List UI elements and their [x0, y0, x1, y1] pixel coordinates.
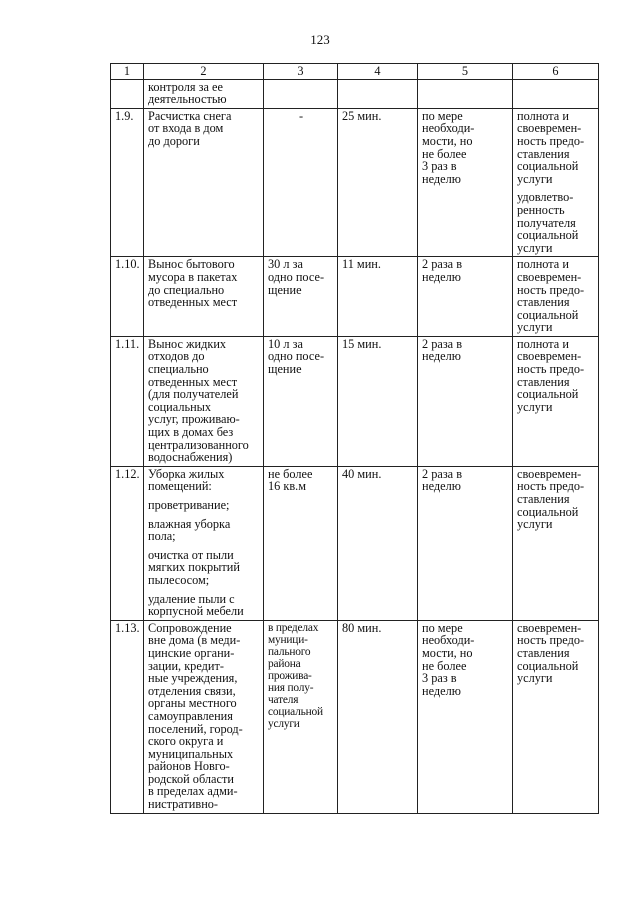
line: ренность [517, 202, 565, 217]
line: услуги [517, 240, 553, 255]
line: ность предо- [517, 633, 585, 648]
frequency-cell [418, 336, 513, 466]
line: (для получателей [148, 387, 239, 402]
service-paragraph [148, 549, 260, 587]
line: в пределах [268, 621, 319, 634]
line: щение [268, 282, 302, 297]
line: пального [268, 645, 311, 658]
line: Уборка жилых [148, 466, 225, 481]
line: социальной [268, 705, 323, 718]
service-name-cell [144, 620, 264, 813]
line: отходов до [148, 349, 205, 364]
line: чателя [268, 693, 299, 706]
line: неделю [422, 479, 461, 494]
frequency-cell [418, 620, 513, 813]
line: услуги [517, 671, 553, 686]
column-header-1: 1 [111, 64, 144, 80]
volume-cell [264, 466, 338, 620]
service-name-cell [144, 257, 264, 337]
line: ставления [517, 492, 570, 506]
line: неделю [422, 269, 461, 284]
line: отведенных мест [148, 295, 238, 310]
line: 3 раз в [422, 159, 457, 174]
duration-cell: 11 мин. [338, 257, 418, 337]
table-row [111, 336, 599, 466]
line: проветривание; [148, 498, 230, 512]
continuation-num-cell [111, 79, 144, 108]
continuation-cell [418, 79, 513, 108]
line: в пределах адми- [148, 784, 238, 799]
column-header-5: 5 [418, 64, 513, 80]
line: 2 раза в [422, 466, 463, 481]
criteria-paragraph [517, 191, 595, 254]
line: услуги [517, 517, 553, 532]
continuation-cell [513, 79, 599, 108]
line: социальной [517, 504, 579, 519]
line: социальной [517, 159, 579, 174]
line: ставления [517, 146, 570, 161]
line: ставления [517, 374, 570, 389]
duration-cell: 40 мин. [338, 466, 418, 620]
row-number-cell: 1.13. [111, 620, 144, 813]
line: пола; [148, 529, 176, 544]
line: социальной [517, 228, 579, 243]
line: деятельностью [148, 92, 227, 107]
service-name-cell [144, 108, 264, 257]
continuation-cell [264, 79, 338, 108]
line: от входа в дом [148, 121, 224, 136]
line: ность предо- [517, 282, 585, 297]
line: мягких покрытий [148, 560, 240, 575]
criteria-paragraph [517, 338, 595, 414]
line: необходи- [422, 633, 475, 648]
row-number-cell: 1.9. [111, 108, 144, 257]
line: социальной [517, 307, 579, 322]
line: нистративно- [148, 797, 219, 812]
line: района [268, 657, 301, 670]
line: Расчистка снега [148, 108, 232, 123]
line: мости, но [422, 645, 473, 660]
line: социальной [517, 658, 579, 673]
line: неделю [422, 349, 461, 364]
line: помещений: [148, 479, 212, 494]
frequency-cell [418, 257, 513, 337]
duration-cell: 80 мин. [338, 620, 418, 813]
line: 16 кв.м [268, 479, 307, 494]
line: отделения связи, [148, 683, 236, 698]
continuation-row [111, 79, 599, 108]
line: ность предо- [517, 133, 585, 148]
line: Вынос бытового [148, 257, 235, 272]
line: централизованного [148, 437, 249, 452]
line: ставления [517, 645, 570, 660]
criteria-paragraph [517, 468, 595, 531]
volume-cell [264, 257, 338, 337]
row-number-cell: 1.11. [111, 336, 144, 466]
line: прожива- [268, 669, 312, 682]
volume-cell [264, 108, 338, 257]
line: неделю [422, 683, 461, 698]
duration-cell: 15 мин. [338, 336, 418, 466]
line: получателя [517, 215, 576, 230]
continuation-service-cell [144, 79, 264, 108]
line: социальных [148, 399, 212, 414]
line: органы местного [148, 696, 237, 711]
table-rows [111, 108, 599, 813]
line: корпусной мебели [148, 604, 244, 619]
line: водоснабжения) [148, 450, 233, 465]
quality-criteria-cell [513, 336, 599, 466]
page-number: 123 [310, 32, 330, 47]
column-header-4: 4 [338, 64, 418, 80]
criteria-paragraph [517, 622, 595, 685]
line: поселений, город- [148, 721, 243, 736]
line: до специально [148, 282, 225, 297]
line: одно посе- [268, 269, 325, 284]
line: родской области [148, 771, 234, 786]
table-row [111, 466, 599, 620]
column-header-2: 2 [144, 64, 264, 80]
line: ского округа и [148, 734, 224, 749]
line: ставления [517, 295, 570, 310]
line: полнота и [517, 257, 569, 272]
quality-criteria-cell [513, 257, 599, 337]
frequency-cell [418, 466, 513, 620]
line: очистка от пыли [148, 547, 234, 562]
line: услуги [517, 171, 553, 186]
line: отведенных мест [148, 374, 238, 389]
volume-cell [264, 336, 338, 466]
line: услуги [517, 320, 553, 335]
line: не более [422, 658, 467, 673]
service-paragraph [148, 468, 260, 493]
line: контроля за ее [148, 79, 223, 94]
volume-cell [264, 620, 338, 813]
line: удовлетво- [517, 190, 574, 205]
continuation-cell [338, 79, 418, 108]
line: не более [422, 146, 467, 161]
line: цинские органи- [148, 645, 235, 660]
line: до дороги [148, 133, 200, 148]
line: ные учреждения, [148, 671, 238, 686]
line: полнота и [517, 108, 569, 123]
line: неделю [422, 171, 461, 186]
line: щих в домах без [148, 425, 234, 440]
line: муниципальных [148, 746, 234, 761]
table-row [111, 108, 599, 257]
line: зации, кредит- [148, 658, 224, 673]
line: своевремен- [517, 620, 582, 635]
line: мости, но [422, 133, 473, 148]
line: своевремен- [517, 269, 582, 284]
line: своевремен- [517, 349, 582, 364]
line: 10 л за [268, 336, 303, 351]
criteria-paragraph [517, 258, 595, 334]
services-table [110, 63, 599, 814]
line: самоуправления [148, 708, 233, 723]
service-name-cell [144, 336, 264, 466]
line: ность предо- [517, 362, 585, 377]
line: 2 раза в [422, 257, 463, 272]
line: пылесосом; [148, 572, 210, 587]
column-header-6: 6 [513, 64, 599, 80]
service-paragraph [148, 593, 260, 618]
column-header-3: 3 [264, 64, 338, 80]
line: - [298, 108, 304, 123]
line: необходи- [422, 121, 475, 136]
line: не более [268, 466, 313, 481]
line: ность предо- [517, 479, 585, 494]
line: удаление пыли с [148, 591, 235, 606]
service-name-cell [144, 466, 264, 620]
line: районов Новго- [148, 759, 230, 774]
line: социальной [517, 387, 579, 402]
quality-criteria-cell [513, 108, 599, 257]
row-number-cell: 1.12. [111, 466, 144, 620]
duration-cell: 25 мин. [338, 108, 418, 257]
line: 30 л за [268, 257, 303, 272]
line: щение [268, 362, 302, 377]
line: вне дома (в меди- [148, 633, 241, 648]
criteria-paragraph [517, 110, 595, 186]
quality-criteria-cell [513, 620, 599, 813]
line: по мере [422, 620, 463, 635]
line: услуги [268, 717, 300, 730]
service-paragraph [148, 518, 260, 543]
line: муници- [268, 633, 308, 646]
line: ния полу- [268, 681, 314, 694]
line: своевремен- [517, 121, 582, 136]
row-number-cell: 1.10. [111, 257, 144, 337]
frequency-cell [418, 108, 513, 257]
line: своевремен- [517, 466, 582, 481]
line: влажная уборка [148, 516, 231, 531]
line: услуг, проживаю- [148, 412, 240, 427]
line: по мере [422, 108, 463, 123]
table-row [111, 620, 599, 813]
line: 2 раза в [422, 336, 463, 351]
line: Вынос жидких [148, 336, 227, 351]
line: специально [148, 362, 209, 377]
service-paragraph [148, 499, 260, 512]
header-row [111, 64, 599, 80]
line: полнота и [517, 336, 569, 351]
line: Сопровождение [148, 620, 232, 635]
line: мусора в пакетах [148, 269, 238, 284]
line: 3 раз в [422, 671, 457, 686]
table-row [111, 257, 599, 337]
line: услуги [517, 399, 553, 414]
quality-criteria-cell [513, 466, 599, 620]
line: одно посе- [268, 349, 325, 364]
